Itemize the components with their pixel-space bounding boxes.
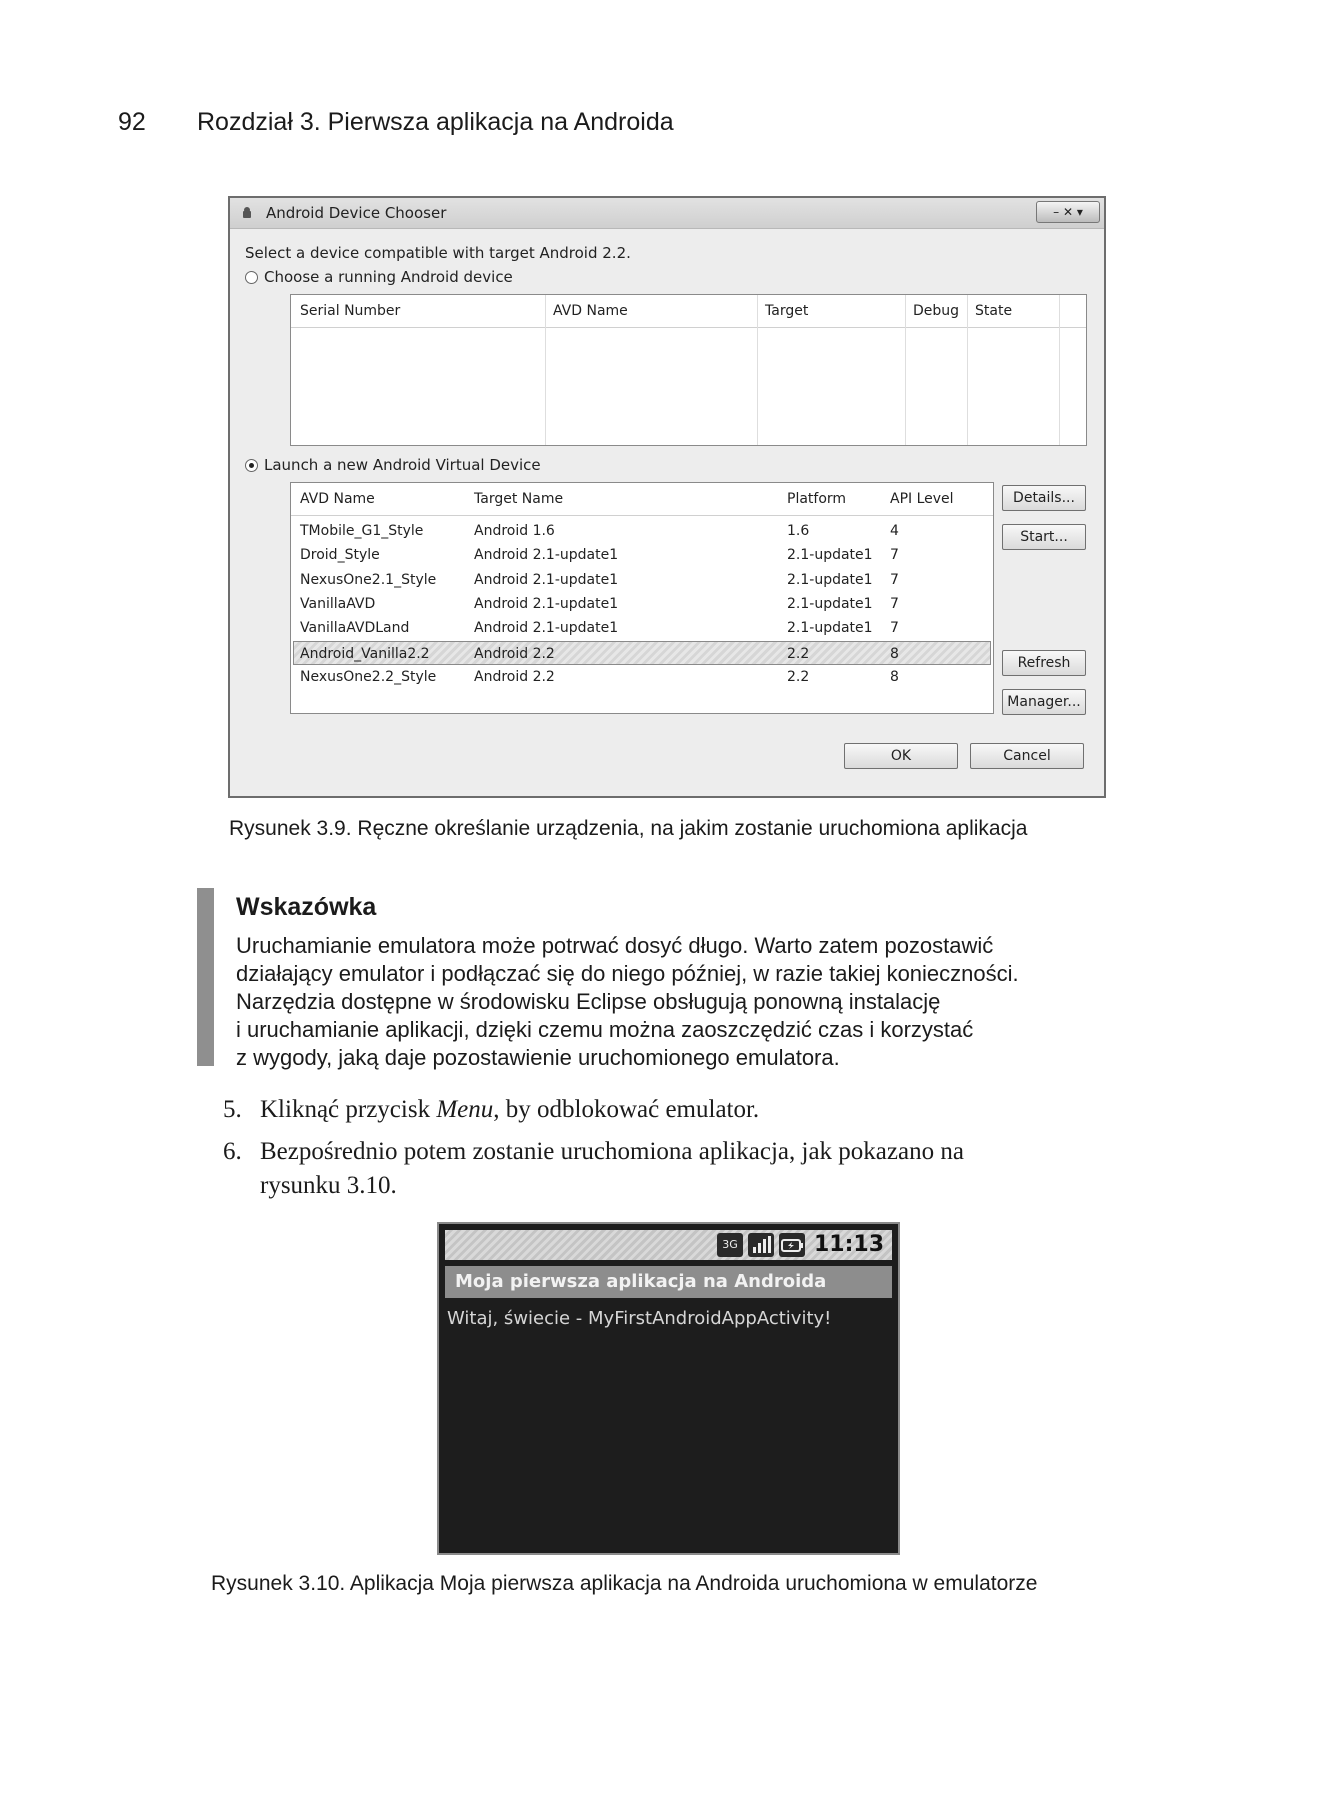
step-number: 5. xyxy=(223,1096,242,1123)
emulator-screenshot xyxy=(437,1222,900,1555)
column-target[interactable]: Target xyxy=(765,303,809,319)
tip-body xyxy=(236,932,1136,1072)
avd-table-cell: 7 xyxy=(890,595,899,612)
column-divider xyxy=(545,295,546,445)
status-bar xyxy=(445,1230,892,1260)
column-platform[interactable]: Platform xyxy=(787,491,847,507)
chapter-title: Rozdział 3. Pierwsza aplikacja na Androida xyxy=(197,108,674,136)
menu-chevron-icon[interactable]: ▾ xyxy=(1076,205,1083,219)
ok-button[interactable]: OK xyxy=(844,743,958,769)
tip-title: Wskazówka xyxy=(236,893,377,921)
refresh-button[interactable]: Refresh xyxy=(1002,650,1086,676)
column-debug[interactable]: Debug xyxy=(913,303,960,319)
page-number: 92 xyxy=(118,108,146,136)
avd-table-row[interactable] xyxy=(293,641,991,665)
network-3g-icon: 3G xyxy=(717,1233,743,1257)
avd-table-cell: 2.2 xyxy=(787,645,810,662)
step-text: Bezpośrednio potem zostanie uruchomiona aplikacja, jak pokazano na xyxy=(260,1138,964,1165)
manager-button[interactable]: Manager... xyxy=(1002,689,1086,715)
avd-table-cell: 7 xyxy=(890,547,899,564)
avd-table-row[interactable] xyxy=(291,543,993,567)
status-icons xyxy=(717,1232,884,1257)
running-devices-table[interactable] xyxy=(290,294,1087,446)
column-target-name[interactable]: Target Name xyxy=(474,491,564,507)
option-running-device[interactable] xyxy=(245,268,513,286)
column-divider xyxy=(757,295,758,445)
column-serial-number[interactable]: Serial Number xyxy=(300,303,401,319)
avd-table-cell: 7 xyxy=(890,571,899,588)
menu-emphasis: Menu xyxy=(436,1096,494,1123)
avd-table-cell: Android 2.2 xyxy=(474,645,555,662)
status-clock: 11:13 xyxy=(813,1232,884,1257)
avd-table-cell: Android 1.6 xyxy=(474,523,555,539)
column-divider xyxy=(967,295,968,445)
avd-table-cell: 7 xyxy=(890,620,899,637)
start-button[interactable]: Start... xyxy=(1002,524,1086,550)
column-divider xyxy=(905,295,906,445)
close-icon[interactable]: ✕ xyxy=(1062,205,1074,219)
avd-table-cell: TMobile_G1_Style xyxy=(300,523,424,539)
column-avd-name[interactable]: AVD Name xyxy=(553,303,628,319)
option-launch-label: Launch a new Android Virtual Device xyxy=(264,456,541,474)
avd-table-cell: Droid_Style xyxy=(300,547,380,564)
step-number: 6. xyxy=(223,1138,242,1165)
avd-table-row[interactable] xyxy=(291,665,993,689)
avd-table-row[interactable] xyxy=(291,592,993,616)
hello-message: Witaj, świecie - MyFirstAndroidAppActivity! xyxy=(447,1308,832,1329)
avd-table-cell: 1.6 xyxy=(787,523,810,539)
window-controls[interactable] xyxy=(1036,201,1100,223)
dialog-title-bar[interactable] xyxy=(230,198,1104,229)
avd-table-row[interactable] xyxy=(291,519,993,543)
column-avd-name[interactable]: AVD Name xyxy=(300,491,375,507)
avd-table-cell: 2.1-update1 xyxy=(787,547,873,564)
radio-running-device[interactable] xyxy=(245,271,258,284)
avd-table-cell: 4 xyxy=(890,523,899,539)
step-text: Kliknąć przycisk Menu, by odblokować emulator. xyxy=(260,1096,760,1123)
option-running-label: Choose a running Android device xyxy=(264,268,513,286)
android-icon xyxy=(240,206,254,220)
avd-table-cell: 2.1-update1 xyxy=(787,620,873,637)
avd-table-row[interactable] xyxy=(291,616,993,640)
figure-caption: Rysunek 3.9. Ręczne określanie urządzenia, na jakim zostanie uruchomiona aplikacja xyxy=(229,817,1028,840)
tip-line: Uruchamianie emulatora może potrwać dosyć długo. Warto zatem pozostawić xyxy=(236,933,994,958)
avd-table[interactable] xyxy=(290,482,994,714)
avd-table-cell: Android 2.1-update1 xyxy=(474,571,619,588)
column-api-level[interactable]: API Level xyxy=(890,491,954,507)
device-chooser-dialog xyxy=(228,196,1106,798)
avd-table-cell: VanillaAVD xyxy=(300,595,376,612)
signal-icon xyxy=(748,1233,774,1257)
figure-caption: Rysunek 3.10. Aplikacja Moja pierwsza aplikacja na Androida uruchomiona w emulatorze xyxy=(211,1572,1038,1595)
tip-line: z wygody, jaką daje pozostawienie uruchomionego emulatora. xyxy=(236,1045,840,1070)
column-divider xyxy=(1059,295,1060,445)
battery-icon xyxy=(779,1233,805,1257)
avd-table-cell: Android 2.2 xyxy=(474,668,555,685)
avd-table-cell: NexusOne2.1_Style xyxy=(300,571,437,588)
minimize-icon[interactable]: – xyxy=(1053,205,1060,219)
tip-accent-bar xyxy=(197,888,214,1066)
step-text-continued: rysunku 3.10. xyxy=(260,1172,397,1199)
radio-launch-avd[interactable] xyxy=(245,459,258,472)
app-title-bar xyxy=(445,1266,892,1298)
avd-table-header xyxy=(291,483,993,516)
avd-table-cell: 2.2 xyxy=(787,668,810,685)
avd-table-cell: Android 2.1-update1 xyxy=(474,620,619,637)
dialog-prompt: Select a device compatible with target Android 2.2. xyxy=(245,244,631,262)
avd-table-cell: 8 xyxy=(890,645,899,662)
tip-line: Narzędzia dostępne w środowisku Eclipse obsługują ponowną instalację xyxy=(236,989,941,1014)
app-title: Moja pierwsza aplikacja na Androida xyxy=(455,1271,827,1292)
avd-table-row[interactable] xyxy=(291,568,993,592)
details-button[interactable]: Details... xyxy=(1002,485,1086,511)
avd-table-cell: 2.1-update1 xyxy=(787,595,873,612)
avd-table-cell: 2.1-update1 xyxy=(787,571,873,588)
avd-table-cell: Android_Vanilla2.2 xyxy=(300,645,430,662)
cancel-button[interactable]: Cancel xyxy=(970,743,1084,769)
tip-line: działający emulator i podłączać się do niego później, w razie takiej konieczności. xyxy=(236,961,1019,986)
avd-table-cell: 8 xyxy=(890,668,899,685)
avd-table-cell: Android 2.1-update1 xyxy=(474,547,619,564)
avd-table-cell: Android 2.1-update1 xyxy=(474,595,619,612)
option-launch-avd[interactable] xyxy=(245,456,541,474)
column-state[interactable]: State xyxy=(975,303,1013,319)
avd-table-cell: NexusOne2.2_Style xyxy=(300,668,437,685)
avd-table-cell: VanillaAVDLand xyxy=(300,620,410,637)
dialog-title: Android Device Chooser xyxy=(266,204,447,222)
tip-line: i uruchamianie aplikacji, dzięki czemu można zaoszczędzić czas i korzystać xyxy=(236,1017,974,1042)
